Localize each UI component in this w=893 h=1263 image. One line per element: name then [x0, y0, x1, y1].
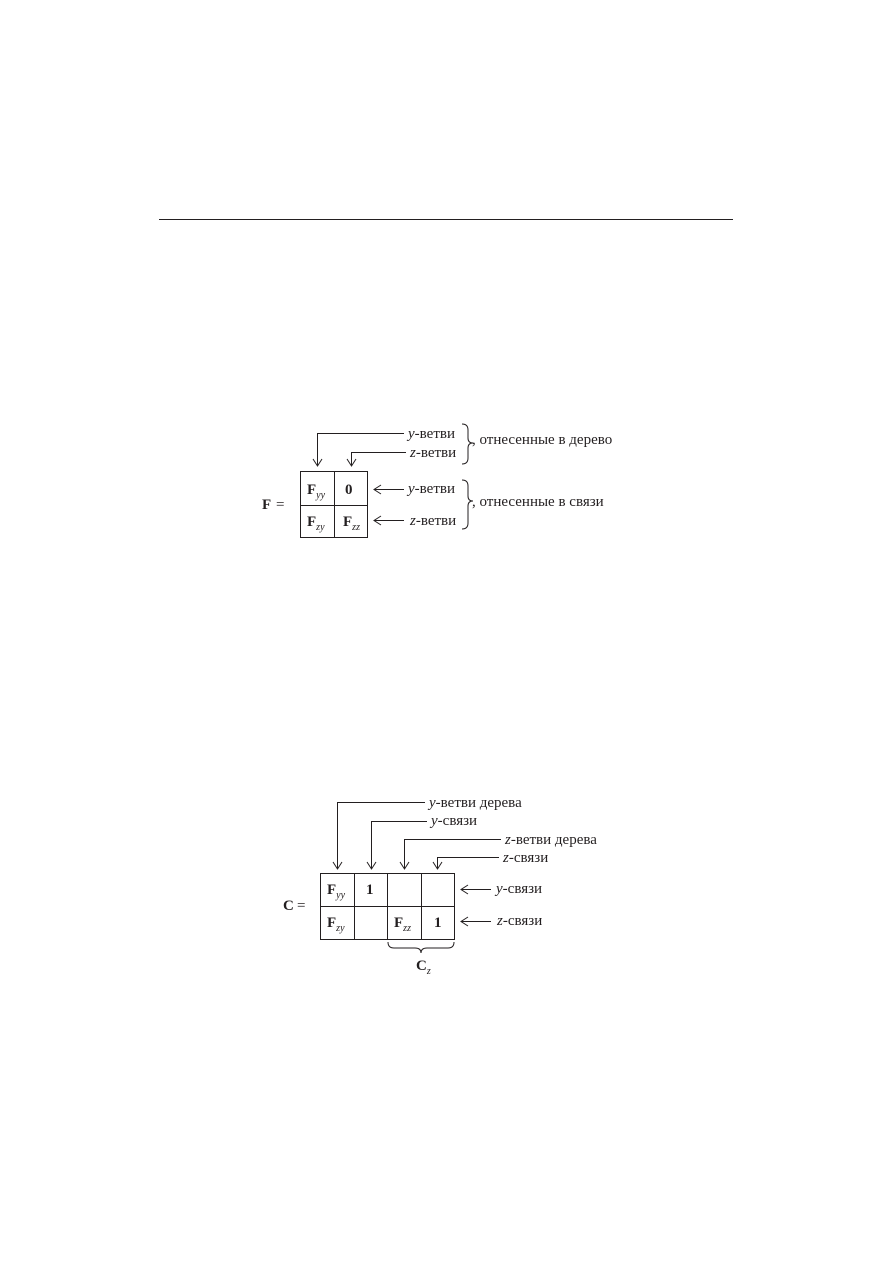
col-label-y-branches: y-ветви	[408, 426, 455, 442]
row-label-z-branches: z-ветви	[410, 513, 457, 529]
brace-cz-label: $C_z$	[416, 958, 431, 977]
matrix-c-cell-24: 1	[434, 915, 442, 931]
matrix-f-cell-22: $F_{zz}$	[343, 514, 360, 533]
col-label-z-tree: z-ветви дерева	[505, 832, 597, 848]
row-label-y-links: y-связи	[496, 881, 543, 897]
col-label-y-links: y-связи	[431, 813, 478, 829]
matrix-c-cell-23: $F_{zz}$	[394, 915, 411, 934]
matrix-f-equals: =	[276, 497, 285, 513]
brace-tree-label: , отнесенные в дерево	[472, 432, 613, 448]
col-label-z-branches: z-ветви	[410, 445, 457, 461]
matrix-c-cell-12: 1	[366, 882, 374, 898]
matrix-f-name: F	[262, 497, 272, 513]
row-label-y-branches: y-ветви	[408, 481, 455, 497]
col-arrow-y-tree	[338, 803, 426, 869]
brace-cz-icon	[388, 942, 454, 953]
matrix-c-cell-11: $F_{yy}$	[327, 882, 346, 901]
row-label-z-links: z-связи	[497, 913, 543, 929]
matrix-c-equals: =	[297, 898, 306, 914]
col-arrow-y-links	[372, 822, 428, 869]
matrix-f-cell-12: 0	[345, 482, 353, 498]
col-label-y-tree: y-ветви дерева	[429, 795, 522, 811]
matrix-c-name: C	[283, 898, 294, 914]
matrix-f-cell-21: $F_{zy}$	[307, 514, 325, 533]
matrix-c-cell-21: $F_{zy}$	[327, 915, 345, 934]
col-arrow-z-tree	[405, 840, 502, 869]
matrix-f-cell-11: $F_{yy}$	[307, 482, 326, 501]
col-label-z-links: z-связи	[503, 850, 549, 866]
col-arrow-z-links	[438, 858, 500, 869]
brace-links-label: , отнесенные в связи	[472, 494, 604, 510]
